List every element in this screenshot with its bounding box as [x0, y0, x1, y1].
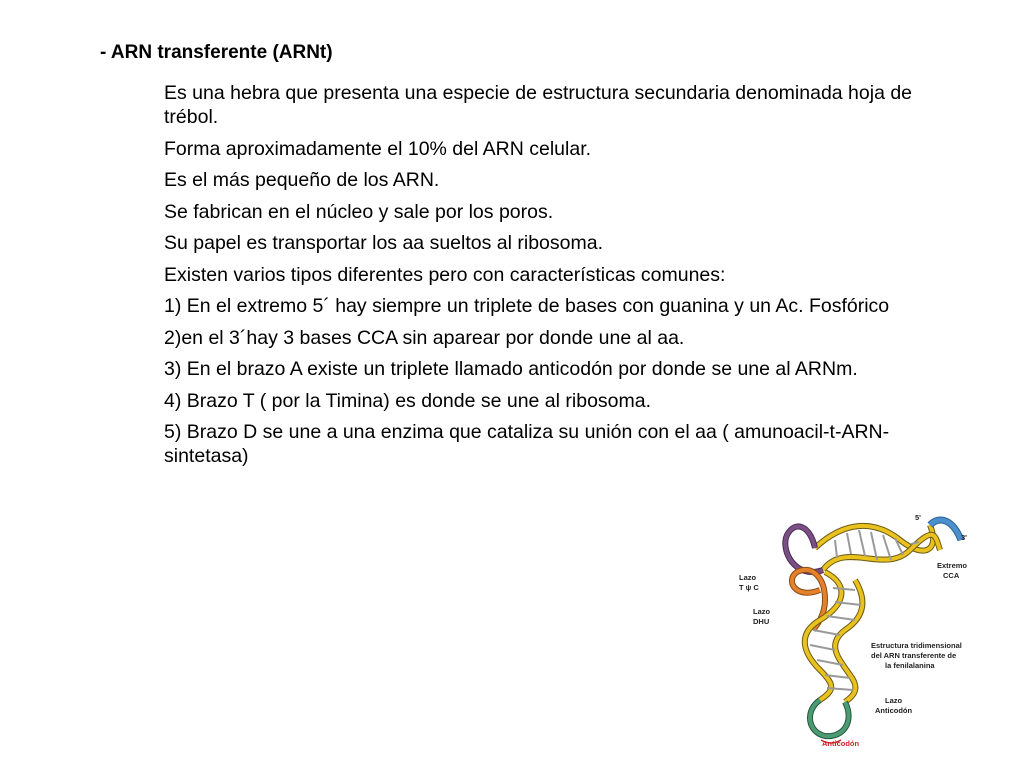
paragraph: 4) Brazo T ( por la Timina) es donde se une al ribosoma.: [164, 389, 652, 412]
lazo-t-label: Lazo: [739, 573, 757, 582]
extremo-label: Extremo: [937, 561, 968, 570]
paragraph: Es el más pequeño de los ARN.: [164, 169, 440, 191]
paragraph: Se fabrican en el núcleo y sale por los poros.: [164, 200, 554, 223]
acceptor-helix: [815, 525, 940, 570]
anticodon-label: Anticodón: [822, 739, 860, 748]
trna-structure-figure: [725, 510, 1000, 760]
paragraph: 1) En el extremo 5´ hay siempre un triplete de bases con guanina y un Ac. Fosfórico: [164, 295, 890, 317]
anticodon-loop-label: Anticodón: [875, 706, 913, 715]
cca-label: CCA: [943, 571, 960, 580]
lazo-anticodon-label: Lazo: [885, 696, 903, 705]
lazo-dhu-label: Lazo: [753, 607, 771, 616]
estructura-line2: del ARN transferente de: [871, 651, 957, 660]
trna-diagram: [725, 510, 1000, 760]
five-prime-label: 5': [915, 513, 921, 522]
slide-heading: - ARN transferente (ARNt): [100, 42, 333, 63]
estructura-line1: Estructura tridimensional: [871, 641, 962, 650]
paragraph: Forma aproximadamente el 10% del ARN celular.: [164, 137, 592, 160]
estructura-line3: la fenilalanina: [885, 661, 935, 670]
paragraph: Es una hebra que presenta una especie de estructura secundaria denominada hoja de trébol.: [164, 82, 913, 128]
three-prime-label: 3': [961, 533, 967, 542]
bullet-list: [164, 81, 964, 476]
paragraph: 2)en el 3´hay 3 bases CCA sin aparear por donde une al aa.: [164, 326, 685, 349]
paragraph: Su papel es transportar los aa sueltos al ribosoma.: [164, 232, 603, 254]
paragraph: 5) Brazo D se une a una enzima que cataliza su unión con el aa ( amunoacil-t-ARN-sintetasa): [164, 421, 890, 467]
dhu-label: DHU: [753, 617, 770, 626]
t-psi-c-label: T ψ C: [739, 583, 759, 592]
paragraph: Existen varios tipos diferentes pero con características comunes:: [164, 263, 726, 286]
paragraph: 3) En el brazo A existe un triplete llamado anticodón por donde se une al ARNm.: [164, 358, 858, 380]
